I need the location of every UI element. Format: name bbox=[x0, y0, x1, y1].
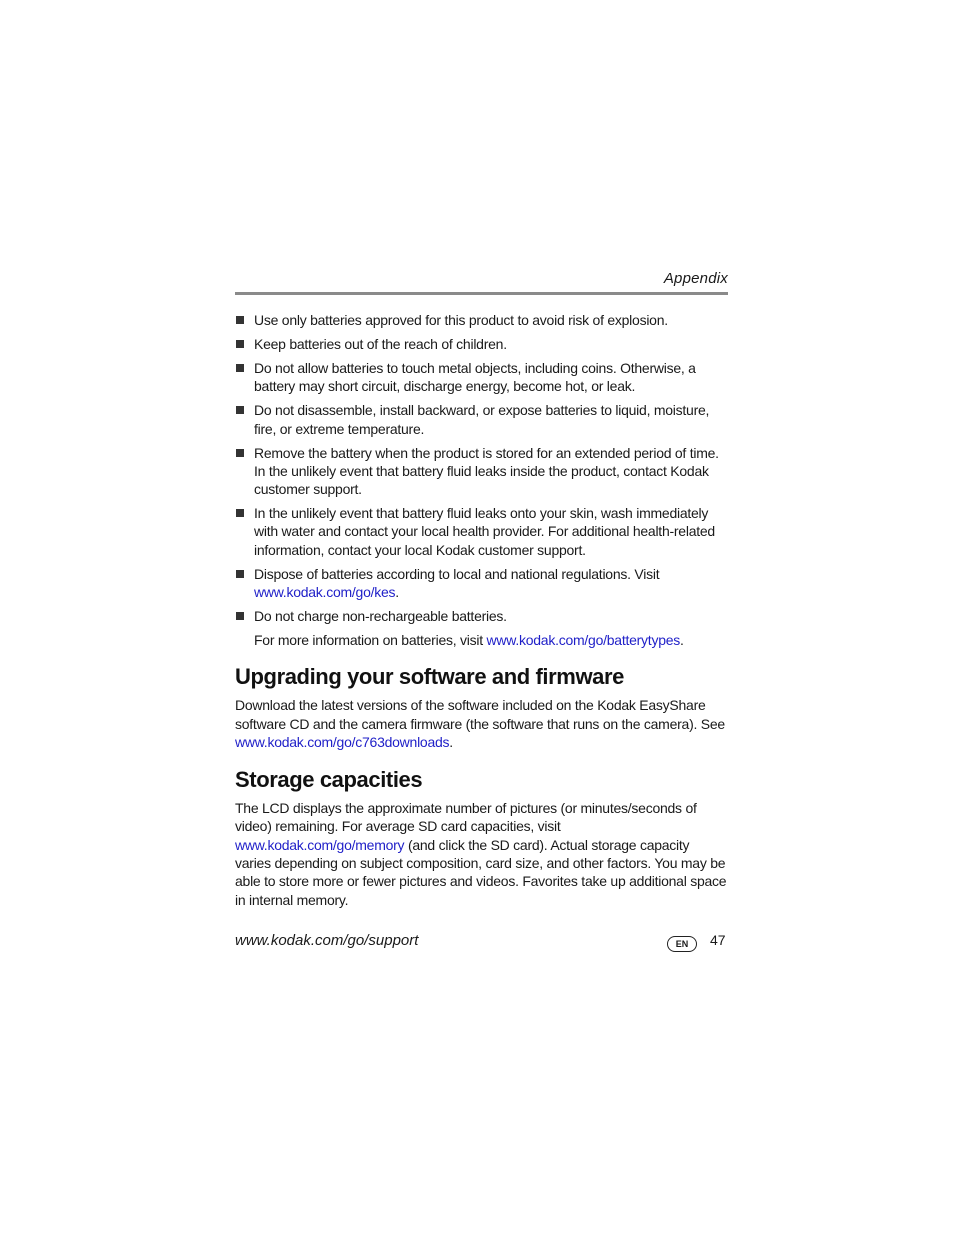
header-rule bbox=[235, 292, 728, 295]
square-bullet-icon bbox=[236, 406, 244, 414]
storage-heading: Storage capacities bbox=[235, 767, 423, 793]
upgrade-heading: Upgrading your software and firmware bbox=[235, 664, 625, 690]
list-item: Remove the battery when the product is stored for an extended period of time. In the unlikely event that battery fluid leaks inside the product, contact Kodak customer support. bbox=[235, 444, 728, 499]
footer-support-url[interactable]: www.kodak.com/go/support bbox=[235, 932, 419, 949]
battery-safety-list bbox=[235, 311, 728, 625]
square-bullet-icon bbox=[236, 340, 244, 348]
square-bullet-icon bbox=[236, 612, 244, 620]
page-number: 47 bbox=[710, 932, 726, 948]
list-item: In the unlikely event that battery fluid leaks onto your skin, wash immediately with water and contact your local health provider. For additional health-related information, contact your local Kodak customer support. bbox=[235, 504, 728, 559]
list-item: Dispose of batteries according to local and national regulations. Visit www.kodak.com/go/kes. bbox=[235, 565, 728, 602]
batterytypes-link[interactable]: www.kodak.com/go/batterytypes bbox=[486, 631, 681, 648]
memory-link[interactable]: www.kodak.com/go/memory bbox=[235, 836, 405, 853]
storage-paragraph: The LCD displays the approximate number of pictures (or minutes/seconds of video) remaining. For average SD card capacities, visit www.kodak.com/go/memory (and click the SD card). Actual storage capacity varies depending on subject composition, card size, and other factors. You may be able to store more or fewer pictures and videos. Favorites take up additional space in internal memory. bbox=[235, 800, 727, 908]
upgrade-paragraph: Download the latest versions of the software included on the Kodak EasyShare software CD and the camera firmware (the software that runs on the camera). See www.kodak.com/go/c763downloads. bbox=[235, 697, 725, 750]
language-badge: EN bbox=[667, 936, 697, 952]
downloads-link[interactable]: www.kodak.com/go/c763downloads bbox=[235, 733, 450, 750]
list-item: Use only batteries approved for this product to avoid risk of explosion. bbox=[235, 311, 728, 329]
square-bullet-icon bbox=[236, 570, 244, 578]
running-header: Appendix bbox=[663, 270, 728, 287]
page-content bbox=[235, 311, 728, 909]
square-bullet-icon bbox=[236, 449, 244, 457]
square-bullet-icon bbox=[236, 509, 244, 517]
square-bullet-icon bbox=[236, 316, 244, 324]
list-item: Do not allow batteries to touch metal objects, including coins. Otherwise, a battery may short circuit, discharge energy, become hot, or leak. bbox=[235, 359, 728, 396]
kes-link[interactable]: www.kodak.com/go/kes bbox=[254, 583, 396, 600]
document-page bbox=[235, 0, 728, 1235]
list-item: Keep batteries out of the reach of children. bbox=[235, 335, 728, 353]
list-item: Do not charge non-rechargeable batteries. bbox=[235, 607, 728, 625]
list-item: Do not disassemble, install backward, or expose batteries to liquid, moisture, fire, or extreme temperature. bbox=[235, 401, 728, 438]
square-bullet-icon bbox=[236, 364, 244, 372]
battery-more-info: For more information on batteries, visit www.kodak.com/go/batterytypes. bbox=[254, 631, 684, 648]
